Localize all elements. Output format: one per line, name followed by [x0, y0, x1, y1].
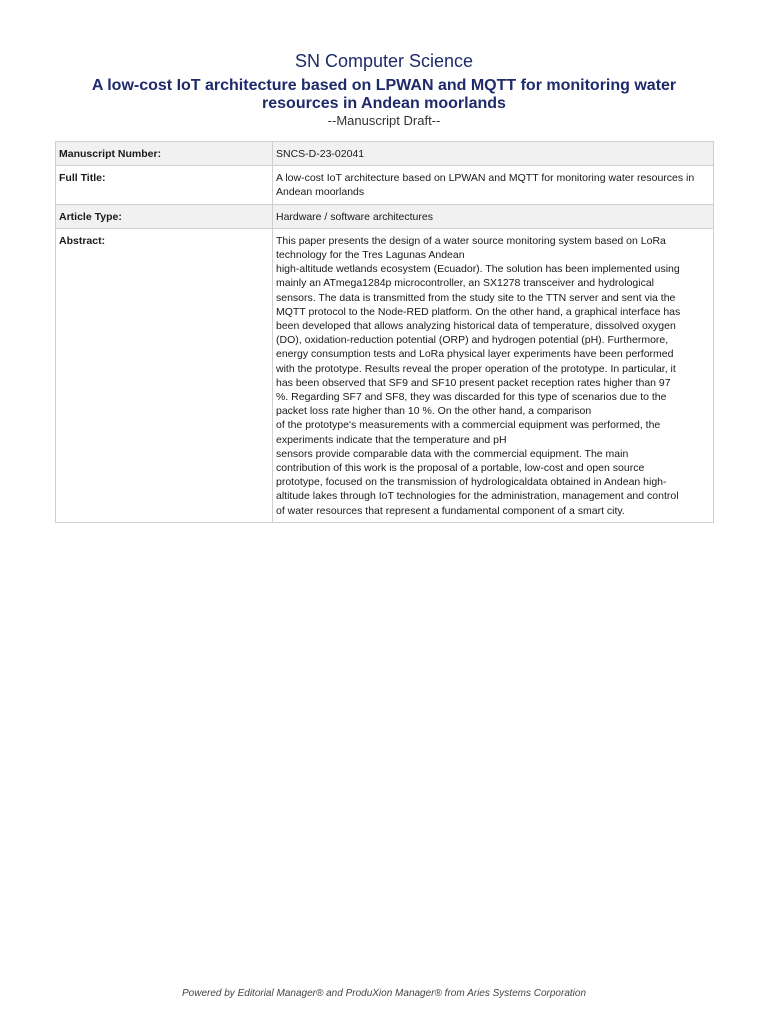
abstract-line: high-altitude wetlands ecosystem (Ecuador). The solution has been implemented using [276, 263, 680, 276]
article-type-value: Hardware / software architectures [273, 204, 714, 228]
abstract-label: Abstract: [56, 228, 273, 522]
full-title-value: A low-cost IoT architecture based on LPWAN and MQTT for monitoring water resources in Andean moorlands [273, 166, 714, 204]
row-manuscript-number [56, 142, 714, 166]
powered-by-footer: Powered by Editorial Manager® and ProduXion Manager® from Aries Systems Corporation [182, 988, 586, 999]
full-title-label: Full Title: [56, 166, 273, 204]
abstract-line: contribution of this work is the proposal of a portable, low-cost and open source [276, 462, 645, 475]
abstract-line: with the prototype. Results reveal the proper operation of the prototype. In particular, it [276, 362, 676, 375]
row-article-type [56, 204, 714, 228]
manuscript-title: A low-cost IoT architecture based on LPWAN and MQTT for monitoring water resources in Andean moorlands [91, 77, 677, 112]
manuscript-number-value: SNCS-D-23-02041 [273, 142, 714, 166]
manuscript-metadata-table [55, 141, 714, 523]
abstract-line: been developed that allows analyzing historical data of temperature, dissolved oxygen [276, 320, 676, 333]
journal-name: SN Computer Science [294, 51, 474, 71]
abstract-line: sensors provide comparable data with the commercial equipment. The main [276, 447, 629, 460]
abstract-line: of the prototype's measurements with a commercial equipment was performed, the [276, 419, 661, 432]
abstract-line: technology for the Tres Lagunas Andean [276, 249, 465, 262]
row-abstract [56, 228, 714, 522]
abstract-line: experiments indicate that the temperature and pH [276, 433, 507, 446]
manuscript-number-label: Manuscript Number: [56, 142, 273, 166]
article-type-label: Article Type: [56, 204, 273, 228]
abstract-line: energy consumption tests and LoRa physical layer experiments have been performed [276, 348, 674, 361]
abstract-line: prototype, focused on the transmission of hydrologicaldata obtained in Andean high- [276, 476, 667, 489]
abstract-text [273, 228, 714, 522]
abstract-line: (DO), oxidation-reduction potential (ORP) and hydrogen potential (pH). Furthermore, [276, 334, 669, 347]
abstract-line: MQTT protocol to the Node-RED platform. On the other hand, a graphical interface has [276, 305, 681, 318]
row-full-title [56, 166, 714, 204]
abstract-line: %. Regarding SF7 and SF8, they was discarded for this type of scenarios due to the [276, 391, 667, 404]
abstract-line: of water resources that represent a fundamental component of a smart city. [276, 504, 625, 517]
abstract-line: mainly an ATmega1284p microcontroller, an SX1278 transceiver and hydrological [276, 277, 655, 290]
abstract-line: packet loss rate higher than 10 %. On the other hand, a comparison [276, 405, 592, 418]
abstract-line: has been observed that SF9 and SF10 present packet reception rates higher than 97 [276, 376, 671, 389]
abstract-line: altitude lakes through IoT technologies for the administration, management and control [276, 490, 679, 503]
manuscript-draft-label: --Manuscript Draft-- [327, 113, 441, 128]
abstract-line: This paper presents the design of a water source monitoring system based on LoRa [276, 234, 666, 247]
document-header [0, 50, 768, 129]
abstract-line: sensors. The data is transmitted from the study site to the TTN server and sent via the [276, 291, 676, 304]
